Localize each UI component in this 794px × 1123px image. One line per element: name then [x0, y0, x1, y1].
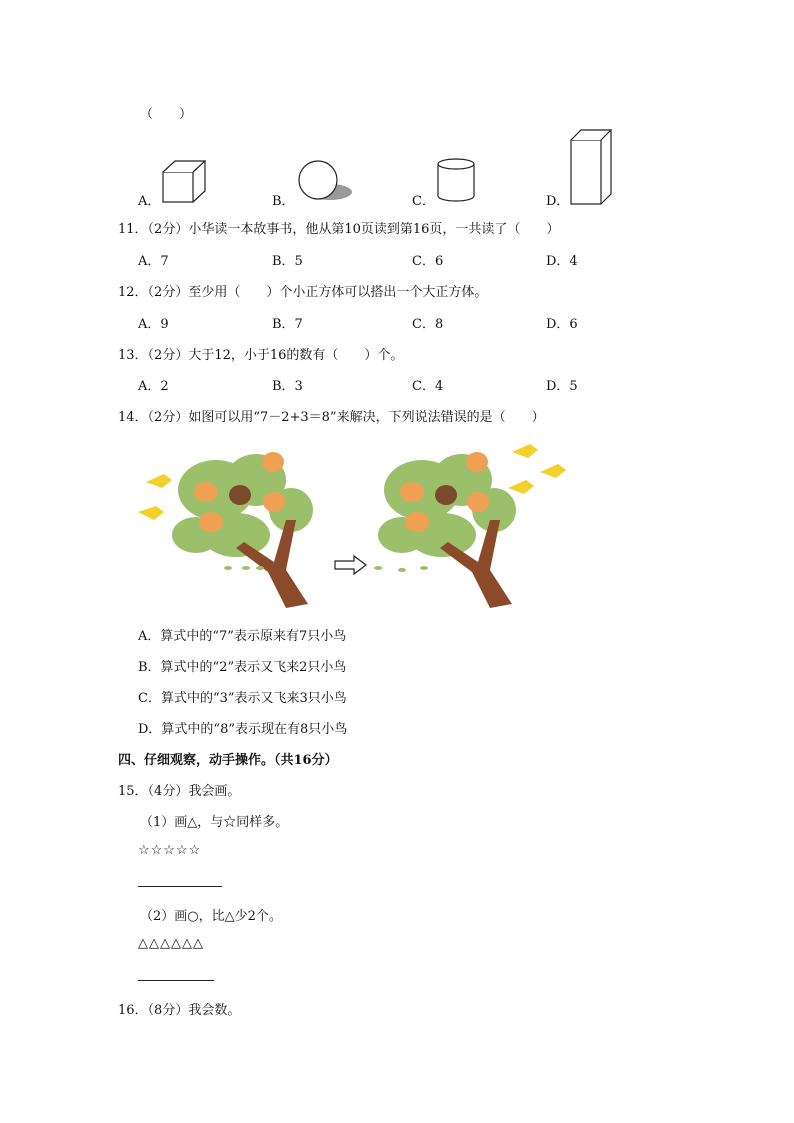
q11-stem: 11．（2分）小华读一本故事书，他从第10页读到第16页，一共读了（ ）: [118, 222, 560, 237]
q10-option-d-label: D．: [546, 194, 570, 209]
q13-stem: 13．（2分）大于12，小于16的数有（ ）个。: [118, 348, 404, 363]
q10-option-a-label: A．: [138, 194, 161, 209]
q13-option-d: D．5: [546, 379, 578, 394]
q14-option-c: C．算式中的“3”表示又飞来3只小鸟: [138, 691, 347, 706]
q11-option-d: D．4: [546, 254, 578, 269]
q14-option-d: D．算式中的“8”表示现在有8只小鸟: [138, 722, 348, 737]
sphere-icon: [296, 158, 356, 204]
falling-leaves: [224, 566, 264, 570]
q15-stem: 15．（4分）我会画。: [118, 784, 241, 799]
q15-part1: （1）画△，与☆同样多。: [140, 815, 289, 830]
q15-triangles: △△△△△△: [138, 936, 204, 951]
q12-option-a: A．9: [138, 317, 169, 332]
q10-answer-paren: （ ）: [140, 107, 193, 122]
q14-option-b: B．算式中的“2”表示又飞来2只小鸟: [138, 660, 347, 675]
q12-option-c: C．8: [412, 317, 444, 332]
q14-stem: 14．（2分）如图可以用“7－2+3＝8”来解决，下列说法错误的是（ ）: [118, 410, 545, 425]
q13-option-a: A．2: [138, 379, 169, 394]
q11-option-b: B．5: [272, 254, 303, 269]
q12-option-d: D．6: [546, 317, 578, 332]
right-arrow-icon: [334, 555, 368, 575]
q15-part2-answer-line[interactable]: [138, 980, 214, 981]
cuboid-icon: [568, 128, 614, 206]
tree-with-birds-before-illustration: [136, 440, 326, 608]
q15-part2: （2）画○，比△少2个。: [140, 909, 282, 924]
cube-icon: [160, 158, 210, 204]
q10-option-c-label: C．: [412, 194, 435, 209]
yellow-birds: [138, 474, 172, 520]
q10-option-b-label: B．: [272, 194, 295, 209]
q15-part1-answer-line[interactable]: [138, 886, 222, 887]
tree-foliage: [172, 454, 313, 557]
q12-option-b: B．7: [272, 317, 303, 332]
q15-stars: ☆☆☆☆☆: [138, 843, 202, 858]
section-4-heading: 四、仔细观察，动手操作。（共16分）: [118, 753, 338, 768]
q11-option-c: C．6: [412, 254, 444, 269]
q16-stem: 16．（8分）我会数。: [118, 1003, 241, 1018]
cylinder-icon: [436, 158, 476, 204]
q12-stem: 12．（2分）至少用（ ）个小正方体可以搭出一个大正方体。: [118, 285, 488, 300]
q11-option-a: A．7: [138, 254, 169, 269]
q13-option-c: C．4: [412, 379, 444, 394]
q13-option-b: B．3: [272, 379, 303, 394]
q14-option-a: A．算式中的“7”表示原来有7只小鸟: [138, 629, 347, 644]
tree-with-birds-after-illustration: [372, 436, 572, 608]
